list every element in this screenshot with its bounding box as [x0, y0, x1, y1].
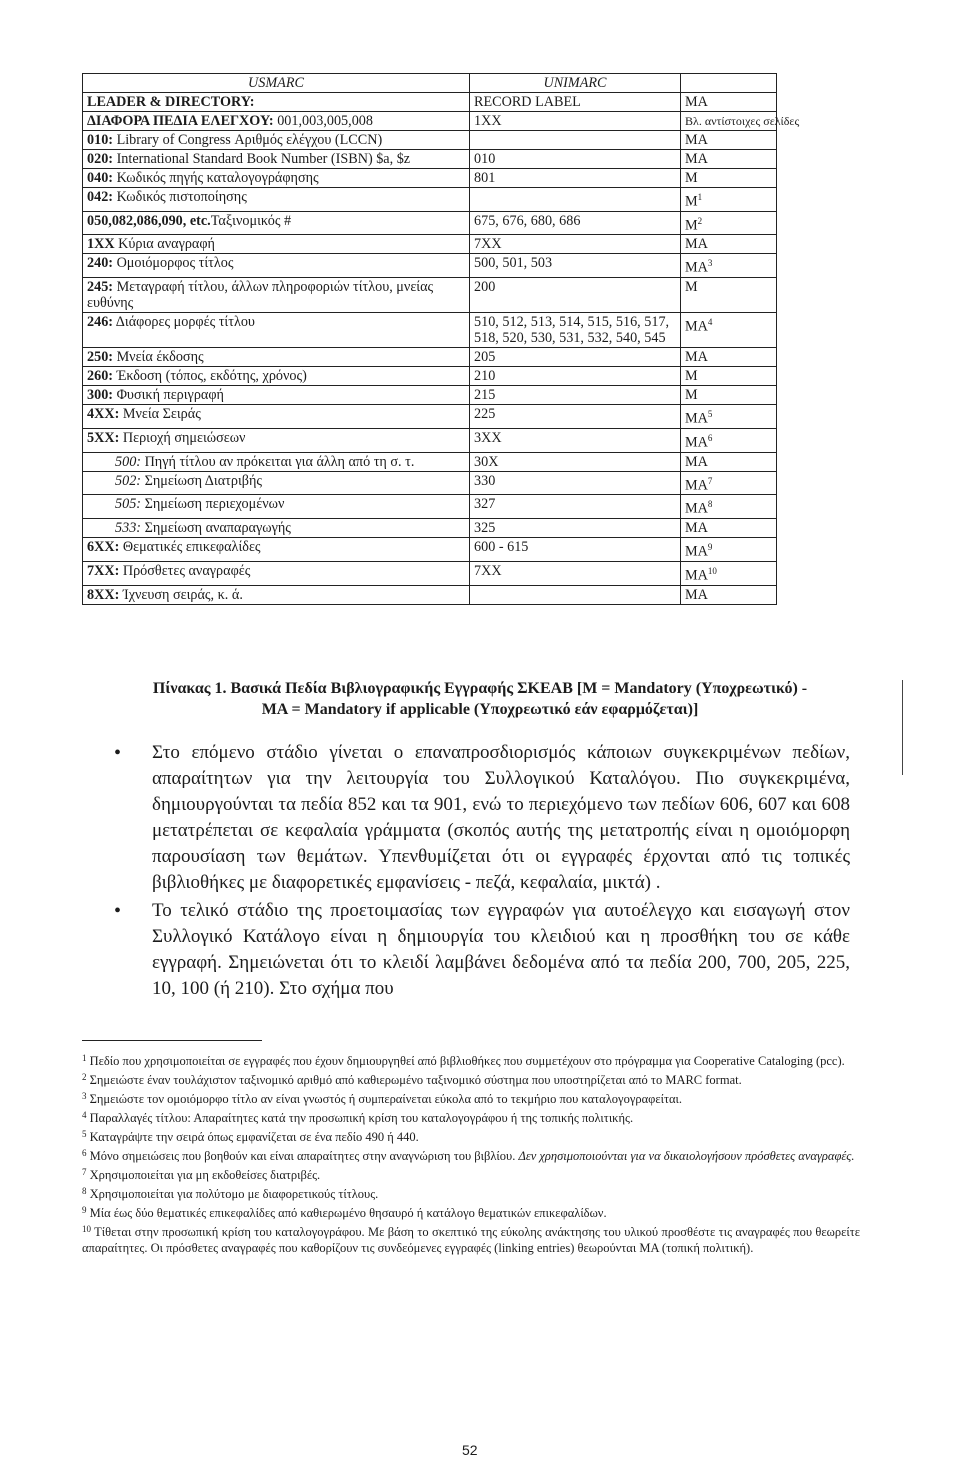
usmarc-cell — [83, 278, 470, 313]
status-cell — [681, 112, 800, 131]
usmarc-cell — [83, 150, 470, 169]
field-code: 020: — [87, 151, 114, 167]
footnote — [82, 1202, 860, 1221]
status-header — [681, 74, 777, 93]
usmarc-cell — [83, 428, 470, 452]
field-description: Σημείωση περιεχομένων — [141, 496, 285, 513]
status-value: MA — [685, 586, 708, 603]
footnote-marker: 6 — [707, 432, 713, 443]
field-description: International Standard Book Number (ISBN) $a, $z — [113, 151, 411, 167]
table-row — [83, 495, 777, 519]
unimarc-cell: 327 — [470, 495, 681, 519]
field-description: Σημείωση αναπαραγωγής — [141, 520, 291, 537]
field-code: 6XX: — [87, 539, 120, 556]
status-cell — [681, 538, 777, 562]
footnote-text: Σημειώστε τον ομοιόμορφο τίτλο αν είναι γνωστός ή συμπεραίνεται εύκολα από το τεκμήριο που καταλογογραφείται. — [89, 1092, 683, 1106]
footnote-marker: 8 — [707, 499, 713, 510]
table-row — [83, 405, 777, 429]
unimarc-cell: 205 — [470, 348, 681, 367]
status-value: MA — [685, 501, 708, 518]
status-cell — [681, 169, 777, 188]
table-row — [83, 538, 777, 562]
unimarc-cell: 600 - 615 — [470, 538, 681, 562]
field-code: 533: — [115, 520, 142, 537]
table-row — [83, 585, 777, 604]
unimarc-cell: 500, 501, 503 — [470, 254, 681, 278]
status-value: M — [685, 368, 698, 385]
unimarc-cell: 675, 676, 680, 686 — [470, 211, 681, 235]
status-value: M — [685, 170, 698, 186]
unimarc-cell: 225 — [470, 405, 681, 429]
table-row — [83, 313, 777, 348]
status-value: MA — [685, 453, 708, 470]
footnote-number: 2 — [82, 1072, 87, 1082]
status-value: M — [685, 217, 698, 234]
bullet-text: Το τελικό στάδιο της προετοιμασίας των εγγραφών για αυτοέλεγχο και εισαγωγή στον Συλλογικό Κατάλογο είναι η δημιουργία του κλειδιού και η προσθήκη του σε κάθε εγγραφή. Σημειώνεται ότι το κλειδί λαμβάνει δεδομένα από τα πεδία 200, 700, 205, 225, 10, 100 (ή 210). Στο σχήμα που — [152, 900, 850, 999]
field-code: 250: — [87, 349, 114, 366]
field-code: 505: — [115, 496, 142, 513]
usmarc-cell — [83, 405, 470, 429]
status-value: MA — [685, 349, 708, 366]
footnote-text: Τίθεται στην προσωπική κρίση του καταλογογράφου. Με βάση το σκεπτικό της εύκολης ανάκτησης του υλικού προσθέστε τις αναγραφές που θεωρείτε απαραίτητες. Οι πρόσθετες αναγραφές που καθορίζουν τις συνδεόμενες εγγραφές (linking entries) θεωρούνται MA (τοπική πολιτική). — [82, 1225, 860, 1255]
footnote-italic-text: Δεν χρησιμοποιούνται για να δικαιολογήσουν πρόσθετες αναγραφές. — [518, 1149, 855, 1163]
unimarc-cell: 330 — [470, 471, 681, 495]
field-code: ΔΙΑΦΟΡΑ ΠΕΔΙΑ ΕΛΕΓΧΟΥ: — [87, 113, 274, 129]
scan-artifact-line — [902, 680, 903, 775]
unimarc-cell: 010 — [470, 150, 681, 169]
status-cell — [681, 313, 777, 348]
footnote — [82, 1145, 860, 1164]
status-cell — [681, 131, 777, 150]
usmarc-cell — [83, 495, 470, 519]
footnote-number: 4 — [82, 1110, 87, 1120]
footnote-text: Μία έως δύο θεματικές επικεφαλίδες από καθιερωμένο θησαυρό ή κατάλογο θεματικών επικεφαλίδων. — [89, 1206, 607, 1220]
usmarc-cell — [83, 169, 470, 188]
table-row — [83, 471, 777, 495]
footnote-divider — [82, 1040, 262, 1041]
field-description: Ίχνευση σειράς, κ. ά. — [119, 586, 243, 603]
footnote-marker: 3 — [707, 258, 713, 269]
status-cell — [681, 452, 777, 471]
usmarc-cell — [83, 519, 470, 538]
table-header-row — [83, 74, 777, 93]
unimarc-cell: 7XX — [470, 235, 681, 254]
usmarc-cell — [83, 538, 470, 562]
field-description: Ταξινομικός # — [210, 212, 292, 229]
table-row — [83, 235, 777, 254]
status-value: MA — [685, 410, 708, 427]
field-description: Library of Congress Αριθμός ελέγχου (LCCN) — [113, 132, 383, 148]
status-value: MA — [685, 477, 708, 494]
field-description: Περιοχή σημειώσεων — [119, 429, 246, 446]
unimarc-cell: 30X — [470, 452, 681, 471]
field-code: 040: — [87, 170, 114, 186]
bullet-icon: • — [114, 900, 122, 922]
field-code: LEADER & DIRECTORY: — [87, 94, 255, 110]
status-value: M — [685, 387, 698, 404]
field-description: Πρόσθετες αναγραφές — [119, 562, 251, 579]
table-row — [83, 169, 777, 188]
status-value: MA — [685, 260, 708, 277]
field-description: Μνεία Σειράς — [119, 406, 201, 423]
bullet-icon: • — [114, 742, 122, 764]
footnote — [82, 1183, 860, 1202]
table-row — [83, 452, 777, 471]
footnote-number: 1 — [82, 1053, 87, 1063]
unimarc-cell — [470, 188, 681, 212]
usmarc-cell — [83, 452, 470, 471]
field-description: Μνεία έκδοσης — [113, 349, 204, 366]
unimarc-cell: 3XX — [470, 428, 681, 452]
status-cell — [681, 278, 777, 313]
usmarc-cell — [83, 348, 470, 367]
footnote-text: Χρησιμοποιείται για μη εκδοθείσες διατριβές. — [89, 1168, 321, 1182]
status-cell — [681, 561, 777, 585]
footnote — [82, 1221, 860, 1256]
field-code: 8XX: — [87, 586, 120, 603]
unimarc-cell: 200 — [470, 278, 681, 313]
status-cell — [681, 150, 777, 169]
usmarc-cell — [83, 235, 470, 254]
bullet-list — [108, 740, 850, 1002]
unimarc-cell: 510, 512, 513, 514, 515, 516, 517, 518, 520, 530, 531, 532, 540, 545 — [470, 313, 681, 348]
caption-line-2: MA = Mandatory if applicable (Υποχρεωτικό εάν εφαρμόζεται)] — [261, 701, 699, 718]
status-value: MA — [685, 318, 708, 335]
usmarc-cell — [83, 471, 470, 495]
status-cell — [681, 428, 777, 452]
status-value: M — [685, 193, 698, 210]
field-description: Ομοιόμορφος τίτλος — [113, 255, 234, 272]
footnote-marker: 5 — [707, 409, 713, 420]
table-row — [83, 278, 777, 313]
status-cell — [681, 495, 777, 519]
field-description: Κωδικός πιστοποίησης — [113, 189, 247, 205]
caption-line-1: Πίνακας 1. Βασικά Πεδία Βιβλιογραφικής Εγγραφής ΣΚΕΑΒ [M = Mandatory (Υποχρεωτικό) - — [152, 680, 808, 697]
table-row — [83, 112, 777, 131]
status-value: MA — [685, 543, 708, 560]
usmarc-cell — [83, 211, 470, 235]
footnote-text: Μόνο σημειώσεις που βοηθούν και είναι απαραίτητες στην αναγνώριση του βιβλίου. — [89, 1149, 516, 1163]
table-row — [83, 367, 777, 386]
status-cell — [681, 367, 777, 386]
status-value: MA — [685, 520, 708, 537]
footnote — [82, 1069, 860, 1088]
footnotes — [82, 1050, 860, 1256]
footnote — [82, 1164, 860, 1183]
field-description: Έκδοση (τόπος, εκδότης, χρόνος) — [113, 368, 307, 385]
status-value: MA — [685, 236, 708, 253]
status-cell — [681, 235, 777, 254]
status-value: MA — [685, 94, 708, 110]
table-caption — [90, 678, 870, 720]
footnote-marker: 7 — [707, 475, 713, 486]
usmarc-cell — [83, 561, 470, 585]
field-code: 010: — [87, 132, 114, 148]
table-row — [83, 561, 777, 585]
footnote — [82, 1126, 860, 1145]
status-value: M — [685, 279, 698, 296]
field-code: 042: — [87, 189, 114, 205]
status-cell — [681, 405, 777, 429]
footnote-text: Σημειώστε έναν τουλάχιστον ταξινομικό αριθμό από καθιερωμένο ταξινομικό σύστημα που υποστηρίζεται από το MARC format. — [89, 1073, 742, 1087]
usmarc-cell — [83, 93, 470, 112]
unimarc-cell: 215 — [470, 386, 681, 405]
list-item — [108, 898, 850, 1002]
footnote-marker: 1 — [697, 192, 703, 202]
status-value: MA — [685, 434, 708, 451]
field-description: Πηγή τίτλου αν πρόκειται για άλλη από τη σ. τ. — [141, 453, 415, 470]
footnote-text: Καταγράψτε την σειρά όπως εμφανίζεται σε ένα πεδίο 490 ή 440. — [89, 1130, 419, 1144]
status-cell — [681, 211, 777, 235]
table-body — [83, 93, 800, 605]
usmarc-cell — [83, 367, 470, 386]
footnote-text: Χρησιμοποιείται για πολύτομο με διαφορετικούς τίτλους. — [89, 1187, 379, 1201]
field-code: 246: — [87, 314, 114, 331]
table-row — [83, 428, 777, 452]
unimarc-cell: 325 — [470, 519, 681, 538]
table-row — [83, 93, 777, 112]
field-code: 7XX: — [87, 562, 120, 579]
footnote — [82, 1107, 860, 1126]
table-row — [83, 348, 777, 367]
unimarc-cell — [470, 131, 681, 150]
status-cell — [681, 386, 777, 405]
unimarc-cell: 210 — [470, 367, 681, 386]
marc-fields-table — [82, 73, 800, 605]
status-value: MA — [685, 132, 708, 148]
field-code: 500: — [115, 453, 142, 470]
table-row — [83, 150, 777, 169]
status-cell — [681, 254, 777, 278]
footnote-number: 8 — [82, 1186, 87, 1196]
footnote-number: 7 — [82, 1167, 87, 1177]
status-cell — [681, 93, 777, 112]
footnote-marker: 4 — [707, 317, 713, 328]
table-row — [83, 519, 777, 538]
unimarc-header: UNIMARC — [470, 74, 681, 93]
unimarc-cell: 1XX — [470, 112, 681, 131]
usmarc-header: USMARC — [83, 74, 470, 93]
footnote — [82, 1050, 860, 1069]
list-item — [108, 740, 850, 896]
status-value: MA — [685, 151, 708, 167]
page-number: 52 — [462, 1442, 478, 1458]
field-code: 260: — [87, 368, 114, 385]
table-row — [83, 188, 777, 212]
field-description: 001,003,005,008 — [273, 113, 373, 129]
footnote-number: 5 — [82, 1129, 87, 1139]
unimarc-cell: 801 — [470, 169, 681, 188]
table-row — [83, 131, 777, 150]
status-cell — [681, 519, 777, 538]
field-code: 240: — [87, 255, 114, 272]
status-cell — [681, 188, 777, 212]
footnote-text: Πεδίο που χρησιμοποιείται σε εγγραφές που έχουν δημιουργηθεί από βιβλιοθήκες που συμμετέχουν στο πρόγραμμα για Cooperative Cataloging (pcc). — [89, 1054, 845, 1068]
footnote-marker: 2 — [697, 215, 703, 226]
usmarc-cell — [83, 112, 470, 131]
status-cell — [681, 585, 777, 604]
usmarc-cell — [83, 131, 470, 150]
footnote-number: 6 — [82, 1148, 87, 1158]
field-description: Θεματικές επικεφαλίδες — [119, 539, 261, 556]
table-row — [83, 386, 777, 405]
unimarc-cell: RECORD LABEL — [470, 93, 681, 112]
unimarc-cell: 7XX — [470, 561, 681, 585]
table-row — [83, 211, 777, 235]
status-value: MA — [685, 567, 708, 584]
footnote — [82, 1088, 860, 1107]
usmarc-cell — [83, 188, 470, 212]
field-code: 300: — [87, 387, 114, 404]
field-description: Φυσική περιγραφή — [113, 387, 224, 404]
unimarc-cell — [470, 585, 681, 604]
field-code: 5XX: — [87, 429, 120, 446]
usmarc-cell — [83, 386, 470, 405]
field-description: Μεταγραφή τίτλου, άλλων πληροφοριών τίτλου, μνείας ευθύνης — [87, 279, 434, 312]
field-description: Σημείωση Διατριβής — [141, 472, 263, 489]
table-row — [83, 254, 777, 278]
field-code: 050,082,086,090, etc. — [87, 212, 211, 229]
field-code: 1XX — [87, 236, 115, 253]
field-description: Κωδικός πηγής καταλογογράφησης — [113, 170, 319, 186]
field-code: 245: — [87, 279, 114, 296]
usmarc-cell — [83, 585, 470, 604]
usmarc-cell — [83, 313, 470, 348]
bullet-text: Στο επόμενο στάδιο γίνεται ο επαναπροσδιορισμός κάποιων συγκεκριμένων πεδίων, απαραίτητων για την λειτουργία του Συλλογικού Καταλόγου. Πιο συγκεκριμένα, δημιουργούνται τα πεδία 852 και τα 901, ενώ το περιεχόμενο των πεδίων 606, 607 και 608 μετατρέπεται σε κεφαλαία γράμματα (σκοπός αυτής της μετατροπής είναι η ομοιόμορφη παρουσίαση των θεμάτων. Υπενθυμίζεται ότι οι εγγραφές έρχονται από τις τοπικές βιβλιοθήκες με διαφορετικές εμφανίσεις - πεζά, κεφαλαία, μικτά) . — [152, 742, 850, 893]
field-description: Διάφορες μορφές τίτλου — [113, 314, 255, 331]
footnote-number: 3 — [82, 1091, 87, 1101]
status-value: Βλ. αντίστοιχες σελίδες — [685, 114, 800, 128]
footnote-number: 9 — [82, 1205, 87, 1215]
field-description: Κύρια αναγραφή — [114, 236, 215, 253]
footnote-number: 10 — [82, 1224, 91, 1234]
footnote-marker: 9 — [707, 542, 713, 553]
footnote-text: Παραλλαγές τίτλου: Απαραίτητες κατά την προσωπική κρίση του καταλογογράφου ή της τοπικής πολιτικής. — [89, 1111, 634, 1125]
field-code: 502: — [115, 472, 142, 489]
status-cell — [681, 471, 777, 495]
field-code: 4XX: — [87, 406, 120, 423]
status-cell — [681, 348, 777, 367]
usmarc-cell — [83, 254, 470, 278]
footnote-marker: 10 — [707, 565, 717, 576]
